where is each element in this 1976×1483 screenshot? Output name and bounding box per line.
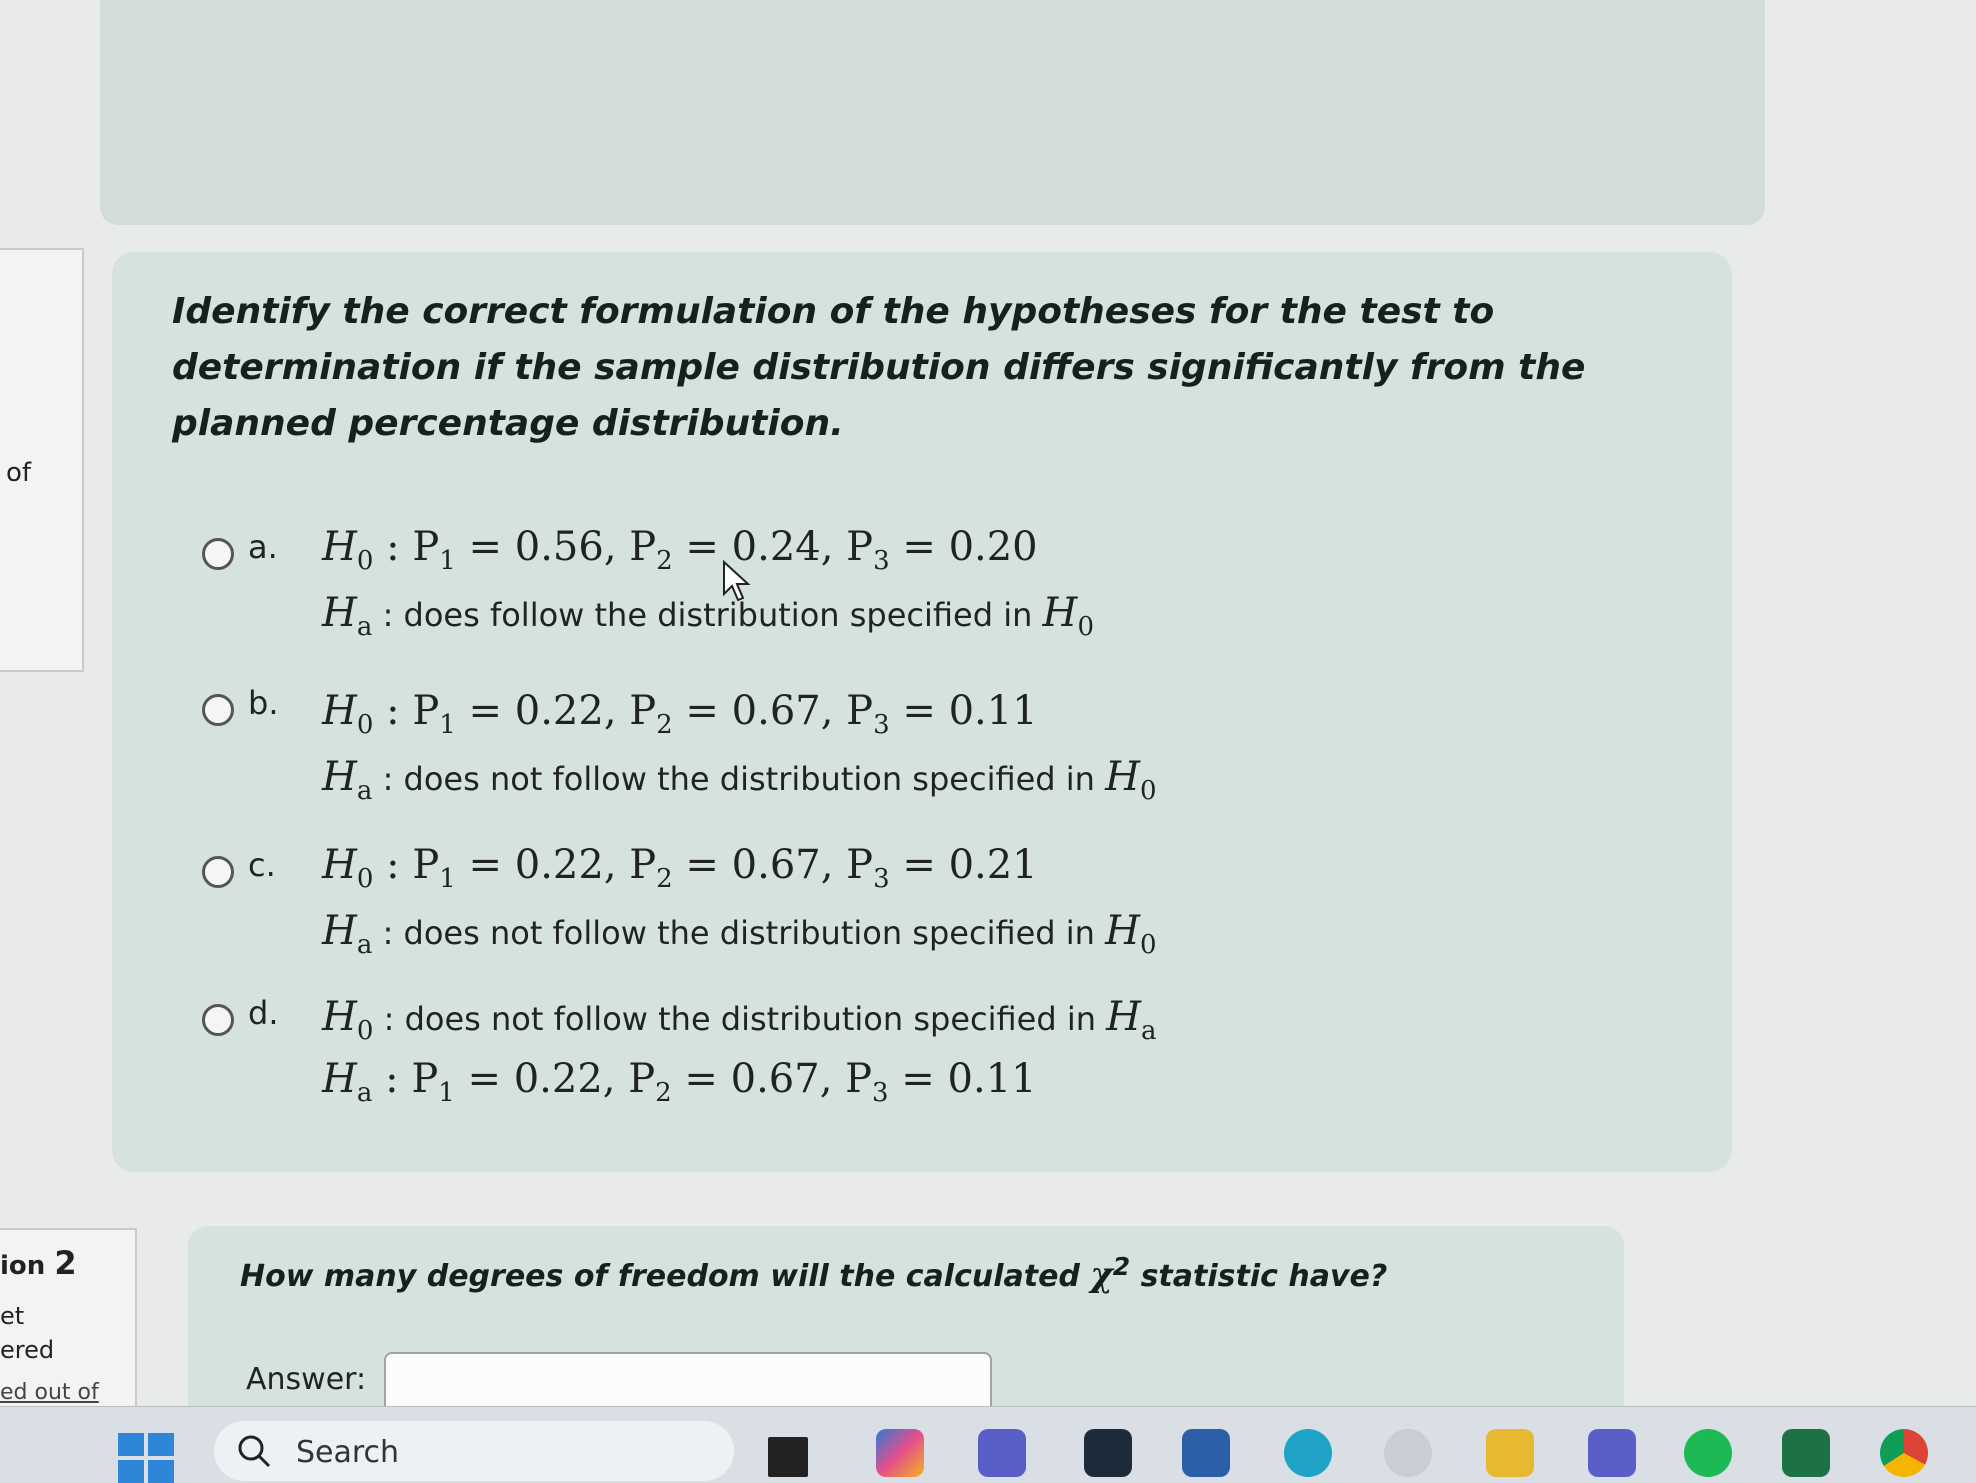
start-icon[interactable] [118, 1433, 174, 1483]
teams-icon[interactable] [978, 1429, 1026, 1477]
option-c-letter: c. [248, 846, 276, 884]
search-label: Search [296, 1435, 400, 1470]
sidebar-status-3: ed out of [0, 1380, 99, 1405]
excel-icon[interactable] [1782, 1429, 1830, 1477]
mouse-cursor-icon [722, 560, 752, 604]
option-c-null-hypothesis: $H_0$ : $P_1 = 0.22$, $P_2 = 0.67$, $P_3 = 0.21$ [322, 842, 1038, 894]
sidebar-status-1: et [0, 1302, 25, 1330]
option-a-letter: a. [248, 528, 278, 566]
edge-icon[interactable] [1284, 1429, 1332, 1477]
store-icon[interactable] [1182, 1429, 1230, 1477]
taskbar-search[interactable] [214, 1421, 734, 1481]
search-icon [236, 1433, 272, 1469]
option-a-null-hypothesis: $H_0$ : $P_1 = 0.56$, $P_2 = 0.24$, $P_3 = 0.20$ [322, 524, 1038, 576]
question-2-prompt: How many degrees of freedom will the calculated $\chi^2$ statistic have? [240, 1252, 1388, 1295]
option-a-radio[interactable] [202, 538, 234, 570]
option-c-radio[interactable] [202, 856, 234, 888]
settings-icon[interactable] [1384, 1429, 1432, 1477]
answer-label: Answer: [246, 1362, 367, 1397]
previous-question-panel [100, 0, 1765, 225]
chrome-icon[interactable] [1880, 1429, 1928, 1477]
sidebar-status-2: ered [0, 1336, 55, 1364]
taskbar [0, 1406, 1976, 1483]
question-2-info-sidebar [0, 1228, 137, 1412]
teams-work-icon[interactable] [1588, 1429, 1636, 1477]
dropbox-icon[interactable] [1084, 1429, 1132, 1477]
question-card [112, 252, 1732, 1172]
file-icon[interactable] [768, 1437, 808, 1477]
option-a-alt-hypothesis: $H_a$ : does follow the distribution specified in $H_0$ [322, 590, 1094, 642]
option-d-alt-hypothesis: $H_a$ : $P_1 = 0.22$, $P_2 = 0.67$, $P_3 = 0.11$ [322, 1056, 1037, 1108]
answer-input[interactable] [384, 1352, 992, 1414]
copilot-icon[interactable] [876, 1429, 924, 1477]
option-b-letter: b. [248, 684, 279, 722]
folder-icon[interactable] [1486, 1429, 1534, 1477]
question-2-card [188, 1226, 1624, 1416]
sidebar-of-text: of [6, 458, 32, 488]
option-d-radio[interactable] [202, 1004, 234, 1036]
option-c-alt-hypothesis: $H_a$ : does not follow the distribution specified in $H_0$ [322, 908, 1157, 960]
option-d-null-hypothesis: $H_0$ : does not follow the distribution specified in $H_a$ [322, 994, 1157, 1046]
option-b-alt-hypothesis: $H_a$ : does not follow the distribution specified in $H_0$ [322, 754, 1157, 806]
question-prompt: Identify the correct formulation of the hypotheses for the test to determination if the sample distribution differs significantly from the planned percentage distribution. [172, 291, 1586, 444]
question-2-label: ion 2 [0, 1244, 77, 1282]
option-d-letter: d. [248, 994, 279, 1032]
question-info-sidebar [0, 248, 84, 672]
spotify-icon[interactable] [1684, 1429, 1732, 1477]
option-b-radio[interactable] [202, 694, 234, 726]
option-b-null-hypothesis: $H_0$ : $P_1 = 0.22$, $P_2 = 0.67$, $P_3 = 0.11$ [322, 688, 1038, 740]
